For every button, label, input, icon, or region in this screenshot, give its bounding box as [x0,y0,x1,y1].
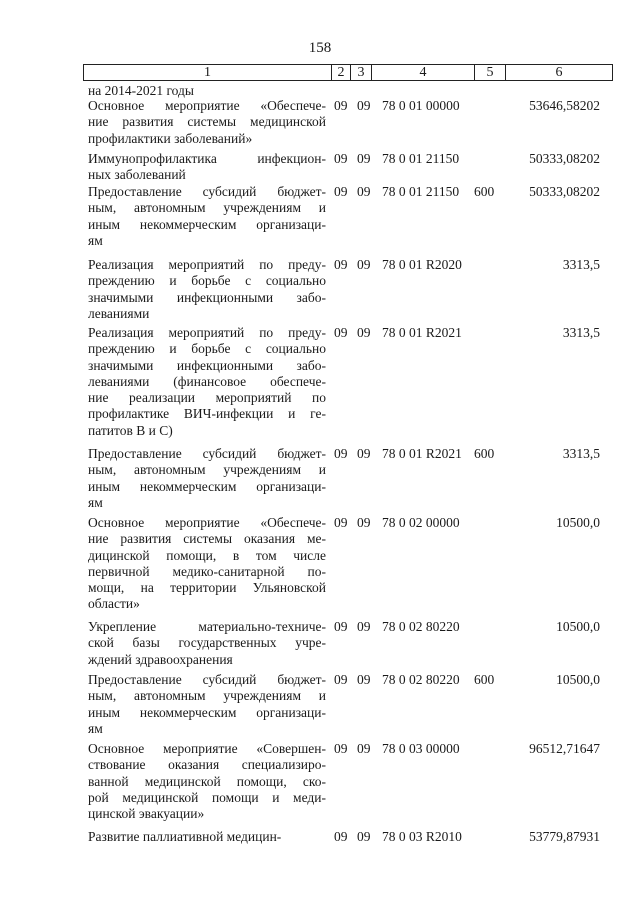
cell-c3: 09 [357,151,371,166]
row-description [88,446,326,511]
description-line: первичной медико-санитарной по- [88,563,326,579]
row-description [88,619,326,668]
row-description [88,741,326,822]
cell-c4: 78 0 01 R2020 [382,257,462,272]
cell-c2: 09 [334,446,348,461]
cell-c6: 3313,5 [562,257,600,272]
cell-c5: 600 [474,446,495,461]
cell-c3: 09 [357,741,371,756]
description-line: Предоставление субсидий бюджет- [88,672,326,687]
description-line: Иммунопрофилактика инфекцион- [88,151,326,166]
cell-c3: 09 [357,184,371,199]
cell-c6: 53646,58202 [529,98,600,113]
description-line: иным некоммерческим организаци- [88,216,326,232]
description-line: леваниями (финансовое обеспече- [88,373,326,389]
description-line: патитов В и С) [88,422,173,438]
description-line: значимыми инфекционными забо- [88,357,326,373]
cell-c3: 09 [357,257,371,272]
cell-c6: 3313,5 [562,325,600,340]
cell-c2: 09 [334,672,348,687]
header-col-3: 3 [351,65,372,80]
cell-c2: 09 [334,151,348,166]
description-line: ным, автономным учреждениям и [88,462,326,478]
description-line: профилактики заболеваний» [88,130,253,146]
table-header [83,64,613,81]
description-line: иным некоммерческим организаци- [88,704,326,720]
row-description [88,672,326,737]
cell-c6: 10500,0 [556,672,600,687]
cell-c6: 3313,5 [562,446,600,461]
description-line: ным, автономным учреждениям и [88,200,326,216]
row-description [88,257,326,322]
cell-c3: 09 [357,446,371,461]
row-description [88,98,326,147]
header-col-5: 5 [475,65,506,80]
cell-c4: 78 0 01 21150 [382,151,460,166]
row-description [88,515,326,613]
cell-c6: 50333,08202 [529,151,600,166]
description-line: преждению и борьбе с социально [88,273,326,289]
description-line: преждению и борьбе с социально [88,341,326,357]
cell-c4: 78 0 01 R2021 [382,325,462,340]
description-line: цинской эвакуации» [88,806,205,822]
description-line: ным, автономным учреждениям и [88,688,326,704]
description-line: значимыми инфекционными забо- [88,289,326,305]
description-line: дицинской помощи, в том числе [88,547,326,563]
cell-c3: 09 [357,98,371,113]
description-line: Основное мероприятие «Совершен- [88,741,326,756]
description-line: рой медицинской помощи и меди- [88,789,326,805]
description-line: Укрепление материально-техниче- [88,619,326,634]
description-line: мощи, на территории Ульяновской [88,580,326,596]
page-number: 158 [308,40,332,56]
cell-c6: 53779,87931 [529,829,600,844]
cell-c3: 09 [357,515,371,530]
cell-c4: 78 0 03 R2010 [382,829,462,844]
description-line: Основное мероприятие «Обеспече- [88,98,326,113]
description-line: леваниями [88,305,150,321]
description-line: Предоставление субсидий бюджет- [88,184,326,199]
continuation-text: на 2014-2021 годы [88,83,194,98]
cell-c2: 09 [334,184,348,199]
cell-c3: 09 [357,672,371,687]
description-line: Предоставление субсидий бюджет- [88,446,326,461]
description-line: иным некоммерческим организаци- [88,478,326,494]
cell-c3: 09 [357,829,371,844]
row-description [88,151,326,184]
cell-c4: 78 0 01 R2021 [382,446,462,461]
description-line: ям [88,720,103,736]
header-col-2: 2 [332,65,351,80]
description-line: ям [88,494,103,510]
header-col-6: 6 [555,65,563,80]
cell-c3: 09 [357,619,371,634]
cell-c5: 600 [474,672,495,687]
description-line: ных заболеваний [88,167,186,183]
cell-c2: 09 [334,98,348,113]
cell-c5: 600 [474,184,495,199]
cell-c2: 09 [334,829,348,844]
header-col-4: 4 [372,65,475,80]
row-description [88,829,326,845]
row-description [88,325,326,439]
cell-c4: 78 0 01 21150 [382,184,460,199]
description-line: ние реализации мероприятий по [88,390,326,406]
header-col-1: 1 [84,65,332,80]
description-line: ствование оказания специализиро- [88,757,326,773]
description-line: ждений здравоохранения [88,651,233,667]
row-description [88,184,326,249]
cell-c4: 78 0 02 80220 [382,672,460,687]
cell-c6: 50333,08202 [529,184,600,199]
cell-c3: 09 [357,325,371,340]
cell-c2: 09 [334,257,348,272]
description-line: Развитие паллиативной медицин- [88,829,282,844]
description-line: Реализация мероприятий по преду- [88,257,326,272]
description-line: ям [88,232,103,248]
cell-c2: 09 [334,741,348,756]
cell-c4: 78 0 03 00000 [382,741,460,756]
cell-c4: 78 0 01 00000 [382,98,460,113]
cell-c4: 78 0 02 00000 [382,515,460,530]
cell-c6: 10500,0 [556,619,600,634]
description-line: Реализация мероприятий по преду- [88,325,326,340]
cell-c4: 78 0 02 80220 [382,619,460,634]
description-line: Основное мероприятие «Обеспече- [88,515,326,530]
cell-c2: 09 [334,619,348,634]
cell-c6: 10500,0 [556,515,600,530]
description-line: профилактике ВИЧ-инфекции и ге- [88,406,326,422]
cell-c2: 09 [334,515,348,530]
description-line: ской базы государственных учре- [88,635,326,651]
cell-c6: 96512,71647 [529,741,600,756]
description-line: области» [88,596,140,612]
description-line: ние развития системы оказания ме- [88,531,326,547]
cell-c2: 09 [334,325,348,340]
description-line: ванной медицинской помощи, ско- [88,773,326,789]
description-line: ние развития системы медицинской [88,114,326,130]
